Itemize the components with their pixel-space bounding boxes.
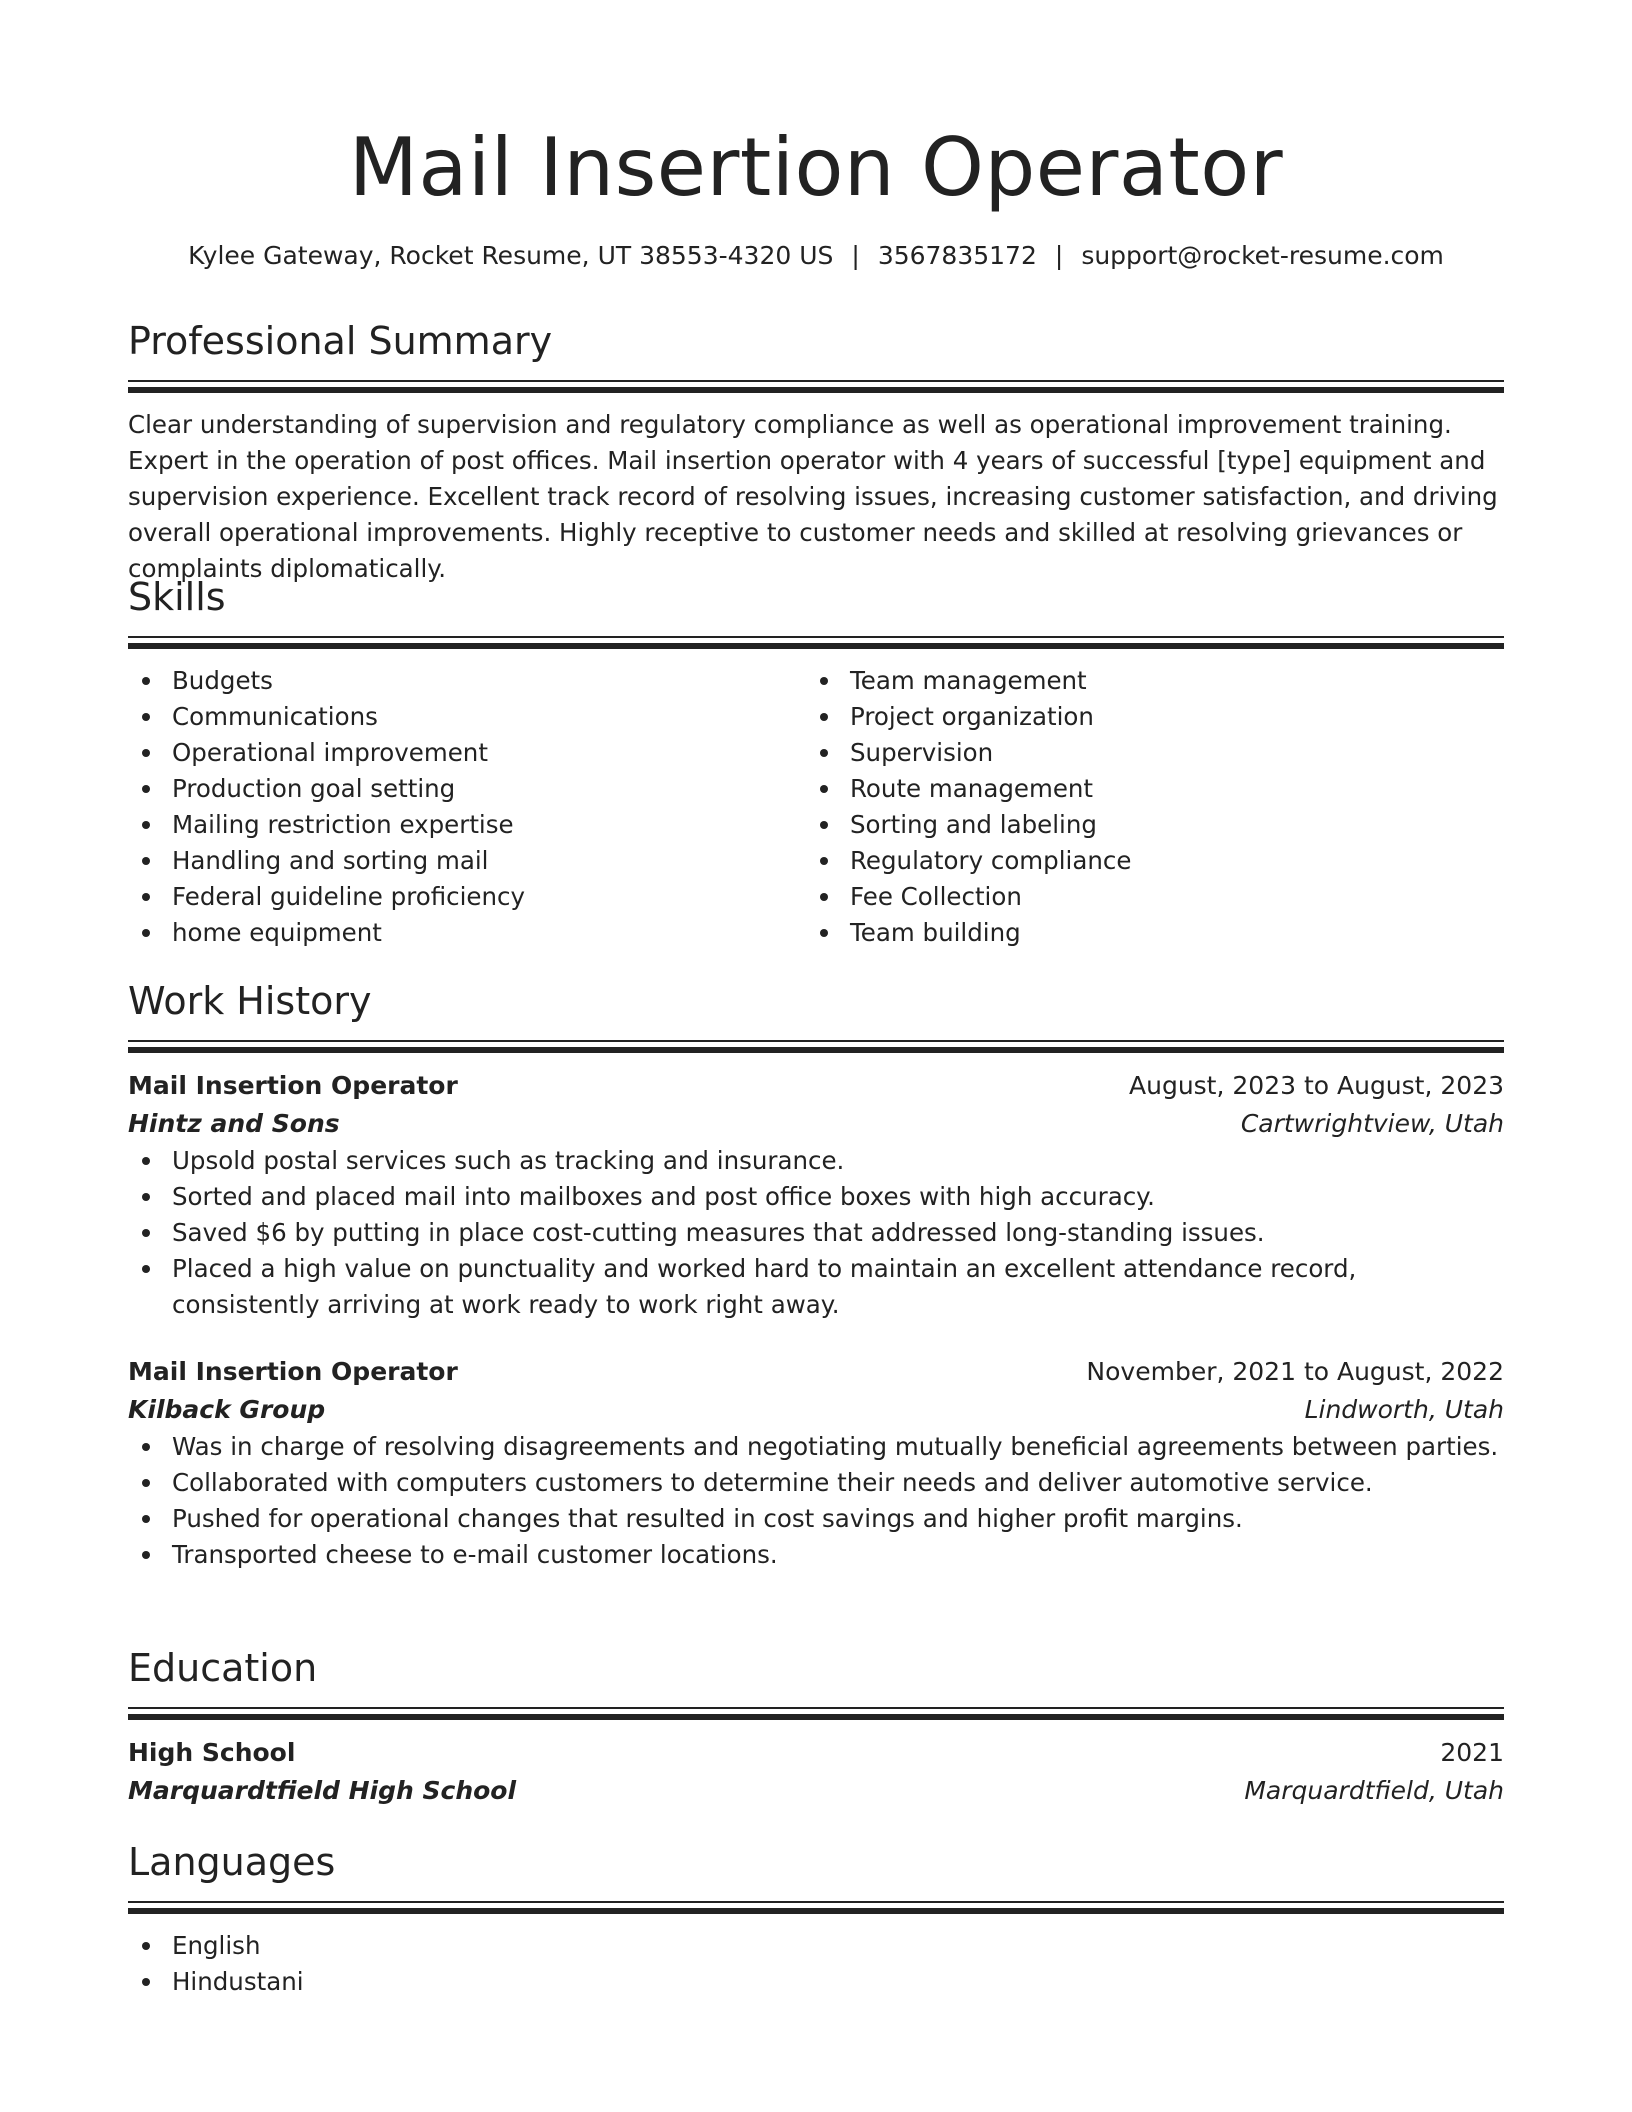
language-item: Hindustani bbox=[128, 1964, 1504, 2000]
skill-item: Operational improvement bbox=[128, 735, 806, 771]
education-heading: Education bbox=[128, 1646, 318, 1690]
education-entry bbox=[128, 1734, 1504, 1810]
section-divider bbox=[128, 1040, 1504, 1042]
job-entry bbox=[128, 1067, 1504, 1323]
contact-separator: | bbox=[1054, 241, 1064, 270]
contact-line bbox=[128, 238, 1504, 274]
skill-item: Supervision bbox=[806, 735, 1484, 771]
skill-item: Sorting and labeling bbox=[806, 807, 1484, 843]
education-location: Marquardtfield, Utah bbox=[1244, 1776, 1504, 1805]
job-header bbox=[128, 1353, 1504, 1391]
job-title: Mail Insertion Operator bbox=[128, 1071, 458, 1100]
job-bullet: Placed a high value on punctuality and worked hard to maintain an excellent attendance record, consistently arriving at work ready to work right away. bbox=[128, 1251, 1504, 1323]
skills-list-right bbox=[806, 663, 1484, 951]
job-bullet: Upsold postal services such as tracking and insurance. bbox=[128, 1143, 1504, 1179]
skill-item: Mailing restriction expertise bbox=[128, 807, 806, 843]
job-bullet: Transported cheese to e-mail customer locations. bbox=[128, 1537, 1504, 1573]
job-header bbox=[128, 1067, 1504, 1105]
job-bullet: Sorted and placed mail into mailboxes and post office boxes with high accuracy. bbox=[128, 1179, 1504, 1215]
job-bullets bbox=[128, 1429, 1504, 1573]
summary-section bbox=[128, 316, 1504, 587]
skill-item: Team building bbox=[806, 915, 1484, 951]
language-item: English bbox=[128, 1928, 1504, 1964]
job-location: Lindworth, Utah bbox=[1304, 1395, 1504, 1424]
job-dates: November, 2021 to August, 2022 bbox=[1086, 1357, 1504, 1386]
section-divider bbox=[128, 1901, 1504, 1903]
skill-item: Federal guideline proficiency bbox=[128, 879, 806, 915]
section-divider bbox=[128, 387, 1504, 393]
skill-item: Handling and sorting mail bbox=[128, 843, 806, 879]
section-divider bbox=[128, 1714, 1504, 1720]
job-dates: August, 2023 to August, 2023 bbox=[1129, 1071, 1504, 1100]
skill-item: Team management bbox=[806, 663, 1484, 699]
education-degree: High School bbox=[128, 1738, 296, 1767]
contact-address: Kylee Gateway, Rocket Resume, UT 38553-4320 US bbox=[188, 241, 834, 270]
contact-email[interactable]: support@rocket-resume.com bbox=[1081, 241, 1444, 270]
languages-section bbox=[128, 1837, 1504, 2000]
summary-text: Clear understanding of supervision and regulatory compliance as well as operational improvement training. Expert in the operation of post offices. Mail insertion operator with 4 years of successful [type] equipment and supervision experience. Excellent track record of resolving issues, increasing customer satisfaction, and driving overall operational improvements. Highly receptive to customer needs and skilled at resolving grievances or complaints diplomatically. bbox=[128, 410, 1498, 583]
education-school: Marquardtfield High School bbox=[128, 1776, 517, 1805]
education-year: 2021 bbox=[1440, 1738, 1504, 1767]
section-divider bbox=[128, 380, 1504, 382]
skill-item: Budgets bbox=[128, 663, 806, 699]
skills-section bbox=[128, 572, 1504, 951]
skill-item: Route management bbox=[806, 771, 1484, 807]
skill-item: home equipment bbox=[128, 915, 806, 951]
languages-heading: Languages bbox=[128, 1840, 336, 1884]
skill-item: Fee Collection bbox=[806, 879, 1484, 915]
skill-item: Regulatory compliance bbox=[806, 843, 1484, 879]
skills-columns bbox=[128, 663, 1504, 951]
work-history-heading: Work History bbox=[128, 979, 372, 1023]
education-header bbox=[128, 1734, 1504, 1772]
job-subheader bbox=[128, 1105, 1504, 1143]
work-history-section bbox=[128, 976, 1504, 1573]
job-entry bbox=[128, 1353, 1504, 1573]
languages-list bbox=[128, 1928, 1504, 2000]
section-divider bbox=[128, 1707, 1504, 1709]
resume-name: Mail Insertion Operator bbox=[348, 121, 1284, 214]
skill-item: Production goal setting bbox=[128, 771, 806, 807]
job-company: Kilback Group bbox=[128, 1395, 326, 1424]
job-bullet: Saved $6 by putting in place cost-cutting measures that addressed long-standing issues. bbox=[128, 1215, 1504, 1251]
skills-list-left bbox=[128, 663, 806, 951]
education-subheader bbox=[128, 1772, 1504, 1810]
section-divider bbox=[128, 643, 1504, 649]
section-divider bbox=[128, 1908, 1504, 1914]
contact-phone: 3567835172 bbox=[877, 241, 1037, 270]
skill-item: Project organization bbox=[806, 699, 1484, 735]
skills-heading: Skills bbox=[128, 575, 226, 619]
job-subheader bbox=[128, 1391, 1504, 1429]
job-bullet: Pushed for operational changes that resulted in cost savings and higher profit margins. bbox=[128, 1501, 1504, 1537]
education-section bbox=[128, 1643, 1504, 1810]
contact-separator: | bbox=[851, 241, 860, 270]
job-bullet: Was in charge of resolving disagreements and negotiating mutually beneficial agreements between parties. bbox=[128, 1429, 1504, 1465]
skill-item: Communications bbox=[128, 699, 806, 735]
job-company: Hintz and Sons bbox=[128, 1109, 340, 1138]
summary-heading: Professional Summary bbox=[128, 319, 553, 363]
job-bullets bbox=[128, 1143, 1504, 1323]
section-divider bbox=[128, 1047, 1504, 1053]
job-location: Cartwrightview, Utah bbox=[1240, 1109, 1504, 1138]
job-title: Mail Insertion Operator bbox=[128, 1357, 458, 1386]
job-bullet: Collaborated with computers customers to determine their needs and deliver automotive service. bbox=[128, 1465, 1504, 1501]
section-divider bbox=[128, 636, 1504, 638]
